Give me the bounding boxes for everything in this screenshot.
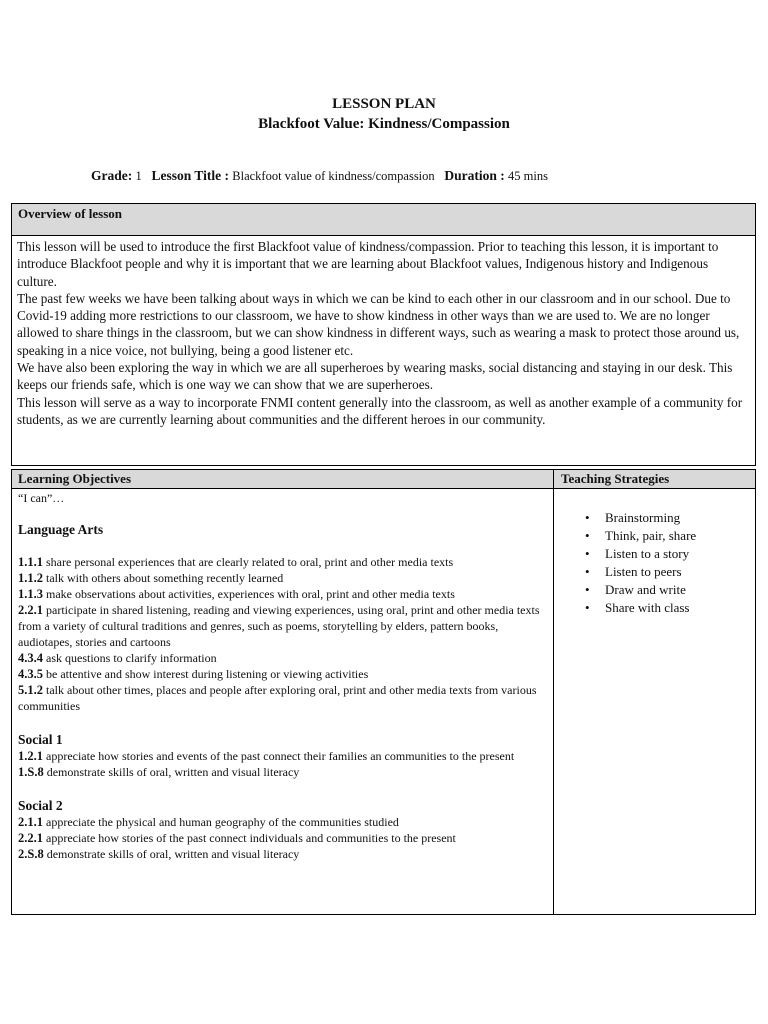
overview-paragraph: This lesson will serve as a way to incorporate FNMI content generally into the classroom, as well as another example of a community for students, as we are currently learning about communities and the different heroes in our community.: [17, 394, 743, 427]
overview-table: [11, 203, 756, 466]
teaching-strategies-heading: Teaching Strategies: [561, 471, 670, 486]
list-item: [585, 563, 696, 581]
objective-item: [18, 570, 546, 586]
section-title: Social 2: [18, 798, 63, 813]
objective-text: make observations about activities, experiences with oral, print and other media texts: [46, 587, 455, 601]
objective-item: [18, 682, 546, 714]
objective-item: [18, 846, 546, 862]
overview-paragraph: This lesson will be used to introduce the first Blackfoot value of kindness/compassion. Prior to teaching this lesson, it is important to introduce Blackfoot people and why it is important that we are learning about Blackfoot values, Indigenous history and Indigenous culture.: [17, 239, 719, 289]
duration-label: Duration :: [444, 168, 505, 183]
objective-item: [18, 602, 546, 650]
duration-value: 45 mins: [508, 169, 548, 183]
list-item: [585, 509, 696, 527]
objective-code: 4.3.4: [18, 651, 43, 665]
list-item: [585, 545, 696, 563]
objectives-table: [11, 469, 756, 915]
objective-text: ask questions to clarify information: [46, 651, 217, 665]
objective-item: [18, 814, 546, 830]
overview-paragraph: We have also been exploring the way in which we are all superheroes by wearing masks, social distancing and staying in our desk. This keeps our friends safe, which is one way we can show that we are superheroes.: [17, 360, 733, 393]
objectives-intro: “I can”…: [18, 491, 65, 505]
objective-code: 4.3.5: [18, 667, 43, 681]
objective-code: 2.2.1: [18, 603, 43, 617]
strategy-text: Share with class: [605, 600, 690, 615]
overview-heading: Overview of lesson: [12, 204, 755, 236]
objective-item: [18, 748, 546, 764]
document-title: [0, 94, 768, 134]
lesson-title-value: Blackfoot value of kindness/compassion: [232, 169, 435, 183]
objective-text: demonstrate skills of oral, written and visual literacy: [46, 765, 300, 779]
list-item: [585, 581, 696, 599]
objective-code: 2.S.8: [18, 847, 44, 861]
objective-text: appreciate how stories and events of the past connect their families an communities to the present: [46, 749, 515, 763]
strategy-text: Brainstorming: [605, 510, 681, 525]
title-line-2: Blackfoot Value: Kindness/Compassion: [258, 116, 510, 132]
bullet-icon: •: [585, 582, 590, 597]
objective-text: appreciate the physical and human geography of the communities studied: [46, 815, 399, 829]
teaching-strategies-cell: [585, 509, 696, 617]
strategy-text: Listen to a story: [605, 546, 690, 561]
objective-code: 1.S.8: [18, 765, 44, 779]
objective-item: [18, 586, 546, 602]
objective-item: [18, 764, 546, 780]
objective-text: participate in shared listening, reading and viewing experiences, using oral, print and other media texts from a variety of cultural traditions and genres, such as poems, storytelling by elders, pattern books, audiotapes, stories and cartoons: [18, 603, 540, 649]
objective-item: [18, 666, 546, 682]
learning-objectives-cell: [18, 490, 546, 862]
overview-paragraph: The past few weeks we have been talking about ways in which we can be kind to each other in our classroom and in our school. Due to Covid-19 adding more restrictions to our classroom, we have to show kindness in other ways than we are used to. We are no longer allowed to share things in the classroom, but we can show kindness in different ways, such as wearing a mask to protect those around us, speaking in a nice voice, not bullying, being a good listener etc.: [17, 290, 740, 358]
strategies-list: [585, 509, 696, 617]
section-title: Language Arts: [18, 522, 104, 537]
objective-code: 1.2.1: [18, 749, 43, 763]
bullet-icon: •: [585, 510, 590, 525]
bullet-icon: •: [585, 600, 590, 615]
column-divider: [553, 470, 554, 914]
grade-value: 1: [135, 169, 142, 183]
objective-text: appreciate how stories of the past connect individuals and communities to the present: [46, 831, 456, 845]
strategy-text: Think, pair, share: [605, 528, 697, 543]
objective-text: share personal experiences that are clearly related to oral, print and other media texts: [46, 555, 454, 569]
objective-text: demonstrate skills of oral, written and visual literacy: [46, 847, 300, 861]
strategy-text: Listen to peers: [605, 564, 682, 579]
objective-code: 2.2.1: [18, 831, 43, 845]
objective-code: 1.1.1: [18, 555, 43, 569]
title-line-1: LESSON PLAN: [332, 96, 436, 112]
objective-text: be attentive and show interest during listening or viewing activities: [46, 667, 369, 681]
objective-code: 1.1.3: [18, 587, 43, 601]
bullet-icon: •: [585, 528, 590, 543]
objective-text: talk with others about something recently learned: [46, 571, 284, 585]
objective-item: [18, 650, 546, 666]
lesson-title-label: Lesson Title :: [151, 168, 230, 183]
lesson-meta: [91, 168, 548, 184]
objective-code: 5.1.2: [18, 683, 43, 697]
learning-objectives-heading: Learning Objectives: [18, 471, 132, 486]
bullet-icon: •: [585, 564, 590, 579]
grade-label: Grade:: [91, 168, 133, 183]
objective-item: [18, 554, 546, 570]
objective-code: 1.1.2: [18, 571, 43, 585]
objective-item: [18, 830, 546, 846]
objective-code: 2.1.1: [18, 815, 43, 829]
objective-text: talk about other times, places and people after exploring oral, print and other media texts from various communities: [18, 683, 537, 713]
list-item: [585, 527, 696, 545]
section-title: Social 1: [18, 732, 63, 747]
list-item: [585, 599, 696, 617]
strategy-text: Draw and write: [605, 582, 686, 597]
bullet-icon: •: [585, 546, 590, 561]
overview-body: [12, 236, 755, 430]
